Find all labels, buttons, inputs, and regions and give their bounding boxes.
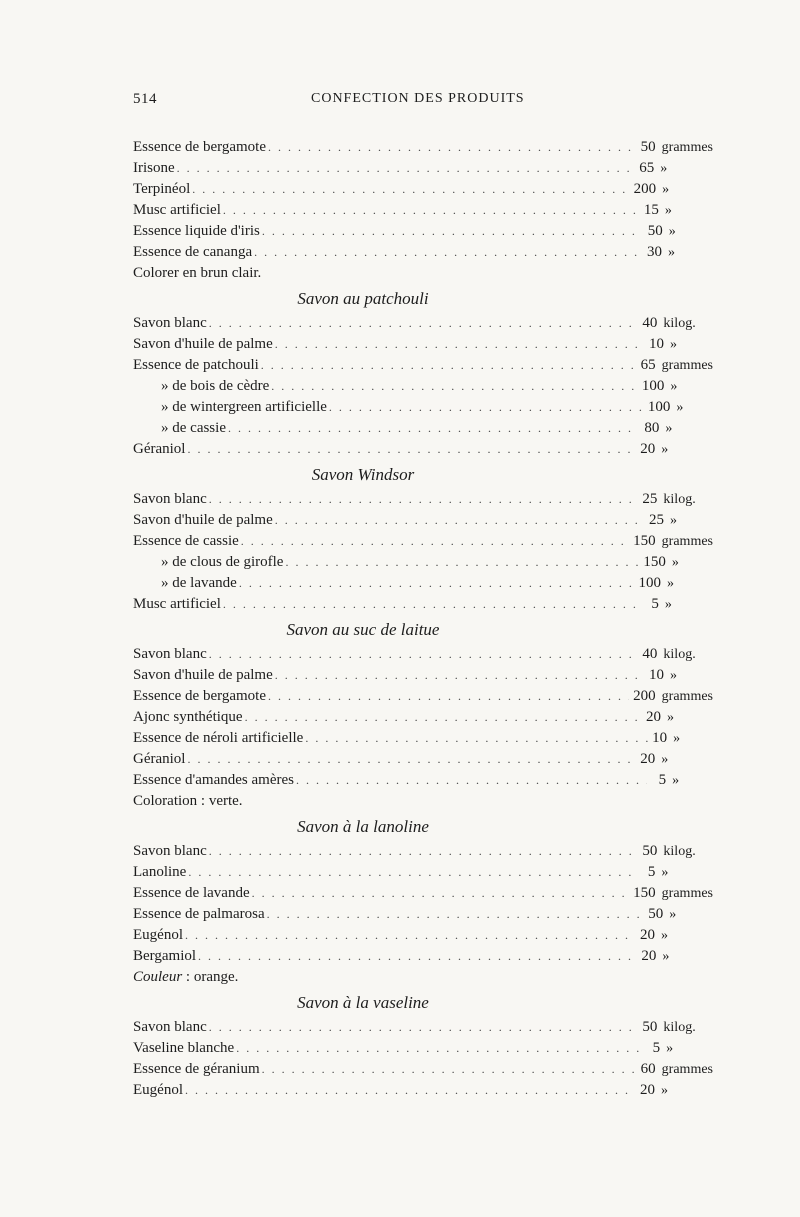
ingredient-unit: » xyxy=(661,928,669,943)
ingredient-name: Essence de patchouli xyxy=(133,357,259,373)
ingredient-unit: » xyxy=(661,1083,669,1098)
recipe-note: Colorer en brun clair. xyxy=(133,265,262,281)
ingredient-unit: » xyxy=(670,513,678,528)
ingredient-name: » de wintergreen artificielle xyxy=(161,399,327,415)
ingredient-row xyxy=(133,1080,713,1101)
ingredient-row xyxy=(133,1059,713,1080)
ingredient-unit: kilog. xyxy=(663,316,696,331)
leader-dots xyxy=(275,334,644,355)
ingredient-quantity: 60 xyxy=(640,1061,656,1077)
leader-dots xyxy=(185,925,632,946)
ingredient-quantity: 5 xyxy=(658,772,667,788)
ingredient-row xyxy=(133,686,713,707)
ingredient-quantity: 50 xyxy=(640,139,656,155)
leader-dots xyxy=(268,686,629,707)
ingredient-quantity: 20 xyxy=(640,441,656,457)
ingredient-row xyxy=(133,355,713,376)
page-number: 514 xyxy=(133,91,157,107)
ingredient-name: Essence de bergamote xyxy=(133,688,267,704)
ingredient-row xyxy=(133,1038,713,1059)
ingredient-quantity: 65 xyxy=(639,160,655,176)
ingredient-unit: » xyxy=(661,865,669,880)
ingredient-name: Savon d'huile de palme xyxy=(133,512,273,528)
leader-dots xyxy=(267,904,643,925)
ingredient-row xyxy=(133,665,713,686)
ingredient-unit: grammes xyxy=(661,1062,713,1077)
leader-dots xyxy=(305,728,648,749)
leader-dots xyxy=(252,883,630,904)
ingredient-name: » de lavande xyxy=(161,575,237,591)
leader-dots xyxy=(261,355,636,376)
ingredient-name: Essence de cananga xyxy=(133,244,253,260)
leader-dots xyxy=(262,221,642,242)
ingredient-quantity: 50 xyxy=(642,843,658,859)
ingredient-name: Eugénol xyxy=(133,927,183,943)
ingredient-row xyxy=(133,242,713,263)
ingredient-name: Savon blanc xyxy=(133,315,207,331)
ingredient-unit: » xyxy=(670,668,678,683)
leader-dots xyxy=(209,841,635,862)
ingredient-unit: » xyxy=(666,576,674,591)
ingredient-quantity: 5 xyxy=(651,596,659,612)
ingredient-name: Ajonc synthétique xyxy=(133,709,243,725)
ingredient-quantity: 5 xyxy=(647,864,656,880)
ingredient-name: Savon d'huile de palme xyxy=(133,336,273,352)
ingredient-name: Essence de néroli artificielle xyxy=(133,730,304,746)
ingredient-quantity: 50 xyxy=(647,223,663,239)
ingredient-unit: » xyxy=(665,421,673,436)
note-value: : orange. xyxy=(182,969,239,985)
ingredient-row xyxy=(133,1017,713,1038)
leader-dots xyxy=(254,242,641,263)
ingredient-row xyxy=(133,531,713,552)
ingredient-row xyxy=(133,489,713,510)
ingredient-quantity: 150 xyxy=(633,885,656,901)
ingredient-unit: » xyxy=(676,400,684,415)
ingredient-quantity: 20 xyxy=(640,927,656,943)
ingredient-name: Essence de cassie xyxy=(133,533,239,549)
ingredient-unit: grammes xyxy=(661,689,713,704)
ingredient-row xyxy=(133,439,713,460)
ingredient-unit: kilog. xyxy=(663,492,696,507)
leader-dots xyxy=(209,1017,635,1038)
leader-dots xyxy=(262,1059,636,1080)
ingredient-quantity: 15 xyxy=(643,202,659,218)
ingredient-row xyxy=(133,644,713,665)
ingredient-unit: » xyxy=(661,442,669,457)
ingredient-unit: » xyxy=(669,907,677,922)
leader-dots xyxy=(271,376,638,397)
ingredient-unit: » xyxy=(673,731,681,746)
ingredient-row xyxy=(133,594,713,615)
ingredient-name: Essence de bergamote xyxy=(133,139,267,155)
ingredient-row xyxy=(133,313,713,334)
leader-dots xyxy=(285,552,639,573)
ingredient-quantity: 65 xyxy=(640,357,656,373)
leader-dots xyxy=(188,862,632,883)
ingredient-name: Essence de palmarosa xyxy=(133,906,265,922)
ingredient-quantity: 5 xyxy=(652,1040,661,1056)
ingredient-quantity: 20 xyxy=(640,751,656,767)
section-title: Savon au suc de laitue xyxy=(286,620,440,639)
ingredient-quantity: 25 xyxy=(642,491,658,507)
ingredient-name: » de cassie xyxy=(161,420,226,436)
ingredient-row xyxy=(133,221,713,242)
ingredient-quantity: 200 xyxy=(633,181,657,197)
ingredient-quantity: 100 xyxy=(641,378,665,394)
ingredient-quantity: 80 xyxy=(644,420,660,436)
ingredient-quantity: 200 xyxy=(633,688,656,704)
ingredient-unit: » xyxy=(667,245,675,260)
section-title: Savon à la vaseline xyxy=(297,993,429,1012)
leader-dots xyxy=(241,531,629,552)
ingredient-name: Savon d'huile de palme xyxy=(133,667,273,683)
ingredient-name: Géraniol xyxy=(133,441,186,457)
ingredient-row xyxy=(133,841,713,862)
ingredient-name: Essence de géranium xyxy=(133,1061,260,1077)
ingredient-unit: kilog. xyxy=(663,647,696,662)
ingredient-quantity: 20 xyxy=(640,1082,656,1098)
ingredient-name: » de clous de girofle xyxy=(161,554,284,570)
ingredient-quantity: 25 xyxy=(649,512,665,528)
ingredient-row xyxy=(133,749,713,770)
ingredient-name: Vaseline blanche xyxy=(133,1040,235,1056)
section-title: Savon Windsor xyxy=(311,465,415,484)
ingredient-quantity: 150 xyxy=(643,554,666,570)
ingredient-unit: » xyxy=(662,949,670,964)
leader-dots xyxy=(239,573,635,594)
leader-dots xyxy=(209,313,635,334)
ingredient-quantity: 50 xyxy=(642,1019,658,1035)
ingredient-unit: kilog. xyxy=(663,844,696,859)
leader-dots xyxy=(275,665,644,686)
ingredient-quantity: 40 xyxy=(642,646,658,662)
leader-dots xyxy=(209,489,635,510)
ingredient-unit: » xyxy=(667,710,675,725)
leader-dots xyxy=(268,137,636,158)
ingredient-name: Savon blanc xyxy=(133,1019,207,1035)
ingredient-name: » de bois de cèdre xyxy=(161,378,270,394)
leader-dots xyxy=(192,179,629,200)
ingredient-row xyxy=(133,418,713,439)
ingredient-quantity: 50 xyxy=(648,906,664,922)
section-title: Savon au patchouli xyxy=(297,289,429,308)
ingredient-quantity: 100 xyxy=(647,399,671,415)
ingredient-row xyxy=(133,770,713,791)
ingredient-name: Savon blanc xyxy=(133,646,207,662)
ingredient-name: Essence de lavande xyxy=(133,885,250,901)
ingredient-quantity: 40 xyxy=(642,315,658,331)
leader-dots xyxy=(223,200,637,221)
ingredient-row xyxy=(133,200,713,221)
ingredient-row xyxy=(133,397,713,418)
ingredient-name: Musc artificiel xyxy=(133,596,221,612)
ingredient-unit: » xyxy=(664,597,672,612)
ingredient-row xyxy=(133,137,713,158)
leader-dots xyxy=(275,510,644,531)
ingredient-name: Essence d'amandes amères xyxy=(133,772,294,788)
leader-dots xyxy=(187,749,631,770)
ingredient-row xyxy=(133,158,713,179)
ingredient-unit: » xyxy=(666,1041,674,1056)
ingredient-quantity: 150 xyxy=(633,533,656,549)
ingredient-quantity: 10 xyxy=(652,730,668,746)
ingredient-row xyxy=(133,883,713,904)
ingredient-unit: grammes xyxy=(661,886,713,901)
section-title: Savon à la lanoline xyxy=(297,817,429,836)
ingredient-name: Lanoline xyxy=(133,864,187,880)
ingredient-row xyxy=(133,862,713,883)
ingredient-unit: » xyxy=(661,752,669,767)
leader-dots xyxy=(296,770,647,791)
ingredient-name: Géraniol xyxy=(133,751,186,767)
note-label: Couleur xyxy=(133,969,183,985)
ingredient-unit: » xyxy=(660,161,668,176)
running-title: CONFECTION DES PRODUITS xyxy=(311,91,525,106)
ingredient-quantity: 100 xyxy=(638,575,661,591)
ingredient-row xyxy=(133,552,713,573)
ingredient-row xyxy=(133,376,713,397)
ingredient-name: Musc artificiel xyxy=(133,202,221,218)
leader-dots xyxy=(177,158,631,179)
ingredient-row xyxy=(133,510,713,531)
ingredient-unit: » xyxy=(670,379,678,394)
leader-dots xyxy=(187,439,631,460)
recipe-note xyxy=(133,967,713,988)
ingredient-quantity: 10 xyxy=(649,336,665,352)
ingredient-row xyxy=(133,925,713,946)
ingredient-row xyxy=(133,946,713,967)
ingredient-row xyxy=(133,334,713,355)
leader-dots xyxy=(185,1080,632,1101)
leader-dots xyxy=(223,594,637,615)
leader-dots xyxy=(198,946,633,967)
ingredient-unit: grammes xyxy=(661,358,713,373)
ingredient-unit: kilog. xyxy=(663,1020,696,1035)
ingredient-unit: » xyxy=(670,337,678,352)
ingredient-name: Savon blanc xyxy=(133,843,207,859)
ingredient-row xyxy=(133,707,713,728)
recipe-list xyxy=(133,137,713,1101)
ingredient-unit: » xyxy=(668,224,676,239)
ingredient-unit: » xyxy=(672,773,680,788)
ingredient-name: Essence liquide d'iris xyxy=(133,223,260,239)
ingredient-row xyxy=(133,728,713,749)
ingredient-name: Eugénol xyxy=(133,1082,183,1098)
ingredient-row xyxy=(133,573,713,594)
leader-dots xyxy=(228,418,638,439)
ingredient-name: Irisone xyxy=(133,160,175,176)
ingredient-row xyxy=(133,904,713,925)
leader-dots xyxy=(209,644,635,665)
ingredient-quantity: 30 xyxy=(646,244,662,260)
ingredient-name: Savon blanc xyxy=(133,491,207,507)
ingredient-unit: grammes xyxy=(661,140,713,155)
ingredient-name: Terpinéol xyxy=(133,181,191,197)
ingredient-unit: grammes xyxy=(661,534,713,549)
ingredient-unit: » xyxy=(662,182,670,197)
ingredient-name: Bergamiol xyxy=(133,948,197,964)
ingredient-row xyxy=(133,179,713,200)
leader-dots xyxy=(236,1038,638,1059)
leader-dots xyxy=(245,707,640,728)
leader-dots xyxy=(329,397,644,418)
recipe-note: Coloration : verte. xyxy=(133,793,243,809)
ingredient-quantity: 10 xyxy=(649,667,665,683)
ingredient-quantity: 20 xyxy=(641,948,657,964)
ingredient-quantity: 20 xyxy=(646,709,662,725)
ingredient-unit: » xyxy=(671,555,679,570)
ingredient-unit: » xyxy=(664,203,672,218)
